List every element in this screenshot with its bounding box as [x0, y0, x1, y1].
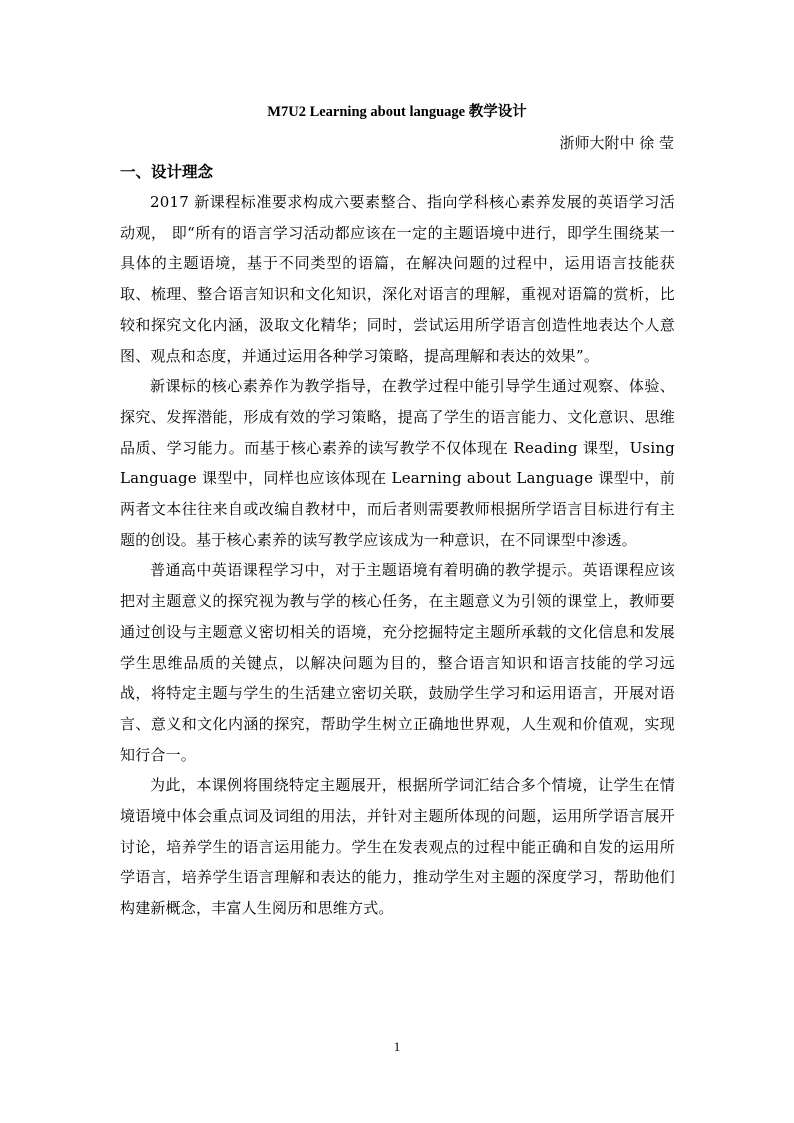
paragraph: 新课标的核心素养作为教学指导，在教学过程中能引导学生通过观察、体验、探究、发挥潜能，形成有效的学习策略，提高了学生的语言能力、文化意识、思维品质、学习能力。而基于核心素养的读写教学不仅体现在 Reading 课型，Using Language 课型中，同样也应该体现在 Learning about Language 课型中，前两者文本往往来自或改编自教材中，而后者则需要教师根据所学语言目标进行有主题的创设。基于核心素养的读写教学应该成为一种意识，在不同课型中渗透。 [120, 377, 675, 549]
paragraph: 为此，本课例将围绕特定主题展开，根据所学词汇结合多个情境，让学生在情境语境中体会重点词及词组的用法，并针对主题所体现的问题，运用所学语言展开讨论，培养学生的语言运用能力。学生在发表观点的过程中能正确和自发的运用所学语言，培养学生语言理解和表达的能力，推动学生对主题的深度学习，帮助他们构建新概念，丰富人生阅历和思维方式。 [120, 776, 675, 918]
page-number: 1 [393, 1039, 401, 1054]
paragraph: 普通高中英语课程学习中，对于主题语境有着明确的教学提示。英语课程应该把对主题意义的探究视为教与学的核心任务，在主题意义为引领的课堂上，教师要通过创设与主题意义密切相关的语境，充分挖掘特定主题所承载的文化信息和发展学生思维品质的关键点，以解决问题为目的，整合语言知识和语言技能的学习远战，将特定主题与学生的生活建立密切关联，鼓励学生学习和运用语言，开展对语言、意义和文化内涵的探究，帮助学生树立正确地世界观，人生观和价值观，实现知行合一。 [120, 561, 675, 764]
paragraph: 2017 新课程标准要求构成六要素整合、指向学科核心素养发展的英语学习活动观， 即“所有的语言学习活动都应该在一定的主题语境中进行，即学生围绕某一具体的主题语境，基于不同类型的语篇，在解决问题的过程中，运用语言技能获取、梳理、整合语言知识和文化知识，深化对语言的理解，重视对语篇的赏析，比较和探究文化内涵，汲取文化精华；同时，尝试运用所学语言创造性地表达个人意图、观点和态度，并通过运用各种学习策略，提高理解和表达的效果”。 [120, 193, 675, 365]
author-line: 浙师大附中 徐 莹 [559, 134, 674, 152]
body-text [120, 187, 675, 924]
section-heading: 一、设计理念 [120, 162, 214, 181]
document-title: M7U2 Learning about language 教学设计 [267, 104, 527, 120]
